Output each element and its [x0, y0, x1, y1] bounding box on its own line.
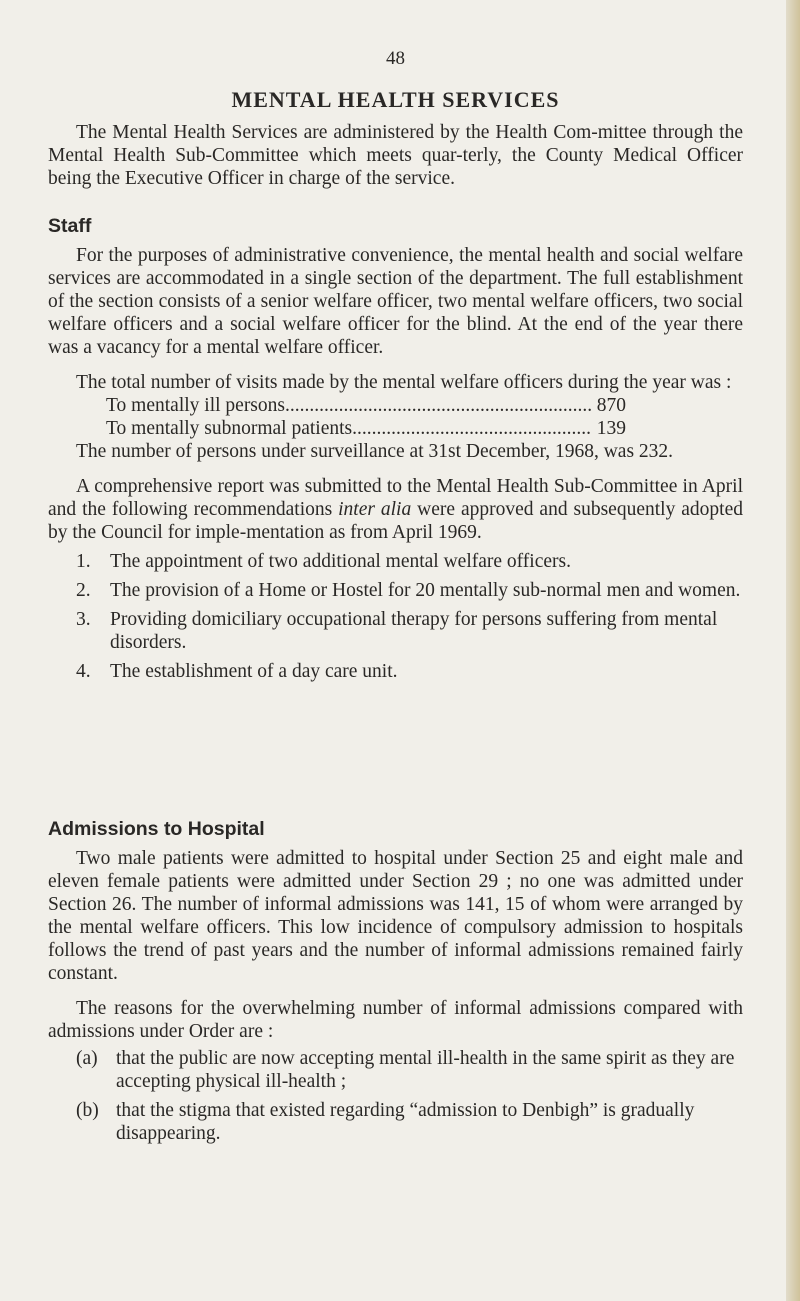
- visit-row: [106, 417, 626, 440]
- visit-value: 139: [596, 418, 626, 439]
- staff-section: [48, 215, 743, 689]
- page-title: MENTAL HEALTH SERVICES: [231, 87, 560, 112]
- report-text-start: A comprehensive report was submitted to the Mental Health Sub-Committee in April and the following recommendations: [48, 476, 743, 520]
- intro-section: [48, 121, 743, 190]
- list-item: [76, 550, 743, 573]
- item-text: that the public are now accepting mental ill-health in the same spirit as they are accepting physical ill-health ;: [116, 1048, 735, 1092]
- reasons-list: [48, 1047, 743, 1145]
- item-text: The appointment of two additional mental welfare officers.: [110, 551, 571, 572]
- report-text-end: were approved and subsequently adopted by the Council for imple-mentation as from April 1969.: [48, 499, 743, 543]
- dot-leader: [352, 417, 591, 440]
- item-letter: (a): [76, 1048, 98, 1069]
- item-text: The establishment of a day care unit.: [110, 661, 398, 682]
- item-number: 2.: [76, 580, 91, 601]
- item-text: that the stigma that existed regarding “admission to Denbigh” is gradually disappearing.: [116, 1100, 695, 1144]
- staff-heading: Staff: [48, 215, 92, 237]
- list-item: [76, 608, 743, 654]
- item-number: 3.: [76, 609, 91, 630]
- recommendations-list: [48, 550, 743, 683]
- item-text: Providing domiciliary occupational therapy for persons suffering from mental disorders.: [110, 609, 718, 653]
- report-paragraph: [48, 475, 743, 544]
- surveillance-paragraph: The number of persons under surveillance at 31st December, 1968, was 232.: [76, 441, 674, 462]
- report-italic: inter alia: [338, 499, 412, 520]
- visits-list: [48, 394, 626, 440]
- visits-intro: The total number of visits made by the mental welfare officers during the year was :: [76, 372, 732, 393]
- admissions-heading: Admissions to Hospital: [48, 818, 265, 840]
- list-item: [76, 1099, 743, 1145]
- dot-leader: [285, 394, 591, 417]
- page-edge-shading: [786, 0, 800, 1301]
- visit-row: [106, 394, 626, 417]
- item-text: The provision of a Home or Hostel for 20 mentally sub-normal men and women.: [110, 580, 741, 601]
- visit-label: To mentally ill persons: [106, 395, 285, 416]
- admissions-section: [48, 818, 743, 1151]
- item-number: 4.: [76, 661, 91, 682]
- list-item: [76, 1047, 743, 1093]
- reasons-intro: The reasons for the overwhelming number of informal admissions compared with admissions under Order are :: [48, 998, 743, 1042]
- page-number: 48: [386, 48, 405, 69]
- staff-paragraph: For the purposes of administrative convenience, the mental health and social welfare services are accommodated in a single section of the department. The full establishment of the section consists of a senior welfare officer, two mental welfare officers, two social welfare officers and a social welfare officer for the blind. At the end of the year there was a vacancy for a mental welfare officer.: [48, 245, 743, 358]
- item-letter: (b): [76, 1100, 99, 1121]
- list-item: [76, 660, 743, 683]
- admissions-paragraph: Two male patients were admitted to hospital under Section 25 and eight male and eleven female patients were admitted under Section 29 ; no one was admitted under Section 26. The number of informal admissions was 141, 15 of whom were arranged by the mental welfare officers. This low incidence of compulsory admission to hospitals follows the trend of past years and the number of informal admissions remained fairly constant.: [48, 848, 743, 984]
- visit-label: To mentally subnormal patients: [106, 418, 353, 439]
- list-item: [76, 579, 743, 602]
- intro-paragraph: The Mental Health Services are administered by the Health Com-mittee through the Mental Health Sub-Committee which meets quar-terly, the County Medical Officer being the Executive Officer in charge of the service.: [48, 122, 743, 189]
- visit-value: 870: [596, 395, 626, 416]
- item-number: 1.: [76, 551, 91, 572]
